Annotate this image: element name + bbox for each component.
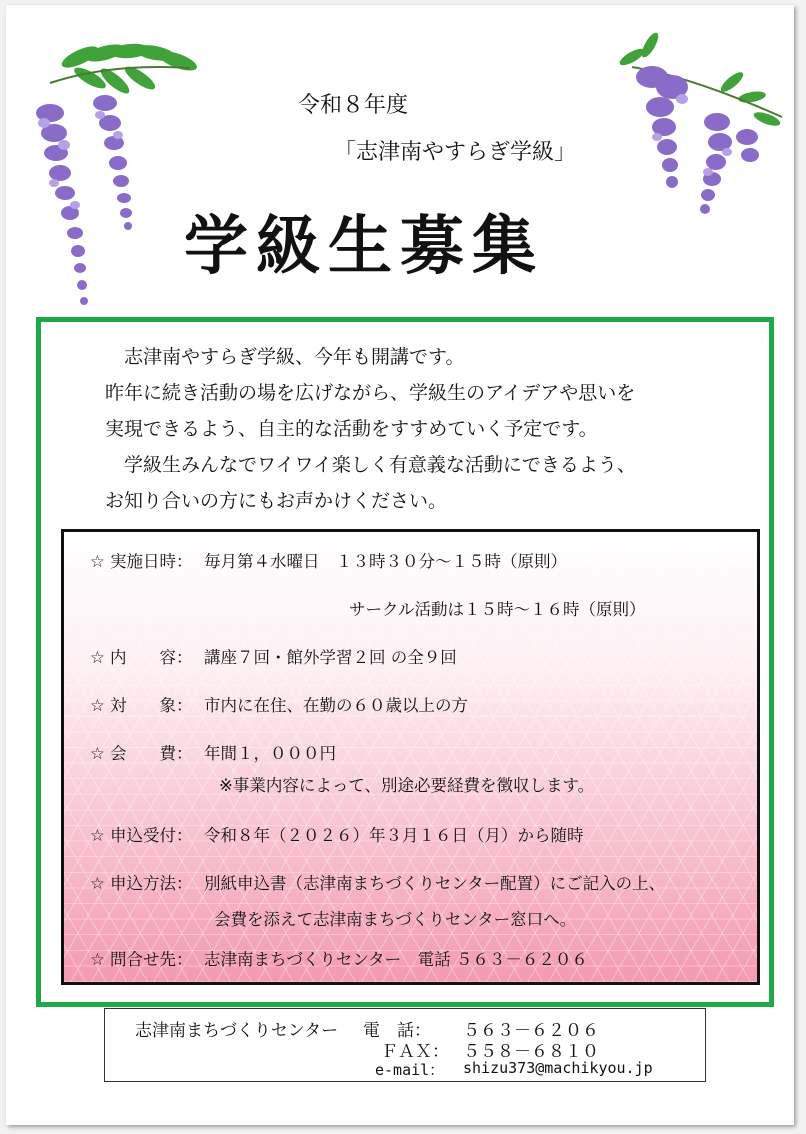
flyer-page [6, 5, 794, 1125]
intro-line: お知り合いの方にもお声かけください。 [105, 490, 448, 512]
target-value: 市内に在住、在勤の６０歳以上の方 [204, 696, 468, 715]
apply-method-value: 別紙申込書（志津南まちづくりセンター配置）にご記入の上、 [204, 874, 666, 893]
apply-date-value: 令和８年（２０２６）年３月１６日（月）から随時 [204, 826, 584, 845]
page-title: 学級生募集 [184, 210, 544, 284]
apply-method-value-2: 会費を添えて志津南まちづくりセンター窓口へ。 [214, 910, 577, 929]
tel-number: ５６３－６２０６ [463, 1021, 599, 1041]
fiscal-year: 令和８年度 [298, 93, 409, 118]
intro-line: 学級生みんなでワイワイ楽しく有意義な活動にできるよう、 [105, 454, 636, 476]
fee-note: ※事業内容によって、別途必要経費を徴収します。 [219, 776, 595, 795]
wisteria-illustration-right [612, 27, 792, 227]
main-frame [36, 317, 774, 1007]
fee-label: ☆ 会 費： [90, 744, 193, 763]
target-label: ☆ 対 象： [90, 696, 193, 715]
email-address[interactable]: shizu373@machikyou.jp [463, 1059, 653, 1077]
inquiry-value: 志津南まちづくりセンター 電話 ５６３－６２０６ [204, 950, 588, 969]
contact-org: 志津南まちづくりセンター [135, 1021, 339, 1041]
fee-value: 年間１，０００円 [204, 744, 336, 763]
intro-line: 志津南やすらぎ学級、今年も開講です。 [105, 346, 465, 368]
inquiry-label: ☆ 問合せ先： [90, 950, 193, 969]
apply-date-label: ☆ 申込受付： [90, 826, 193, 845]
date-value: 毎月第４水曜日 １３時３０分～１５時（原則） [204, 552, 567, 571]
apply-method-label: ☆ 申込方法： [90, 874, 193, 893]
content-value: 講座７回・館外学習２回 の全９回 [204, 648, 457, 667]
fax-number: ５５８－６８１０ [463, 1042, 599, 1062]
email-label: e-mail： [375, 1061, 445, 1079]
intro-line: 昨年に続き活動の場を広げながら、学級生のアイデアや思いを [105, 382, 636, 404]
fax-label: ＦＡＸ： [381, 1042, 449, 1062]
date-label: ☆ 実施日時： [90, 552, 193, 571]
intro-line: 実現できるよう、自主的な活動をすすめていく予定です。 [105, 418, 598, 440]
circle-value: サークル活動は１５時～１６時（原則） [349, 600, 646, 619]
wisteria-illustration-left [20, 23, 210, 313]
contact-box [104, 1008, 706, 1082]
content-label: ☆ 内 容： [90, 648, 193, 667]
tel-label: 電 話： [363, 1021, 431, 1041]
class-name: 「志津南やすらぎ学級」 [334, 140, 577, 165]
info-box [61, 529, 760, 985]
